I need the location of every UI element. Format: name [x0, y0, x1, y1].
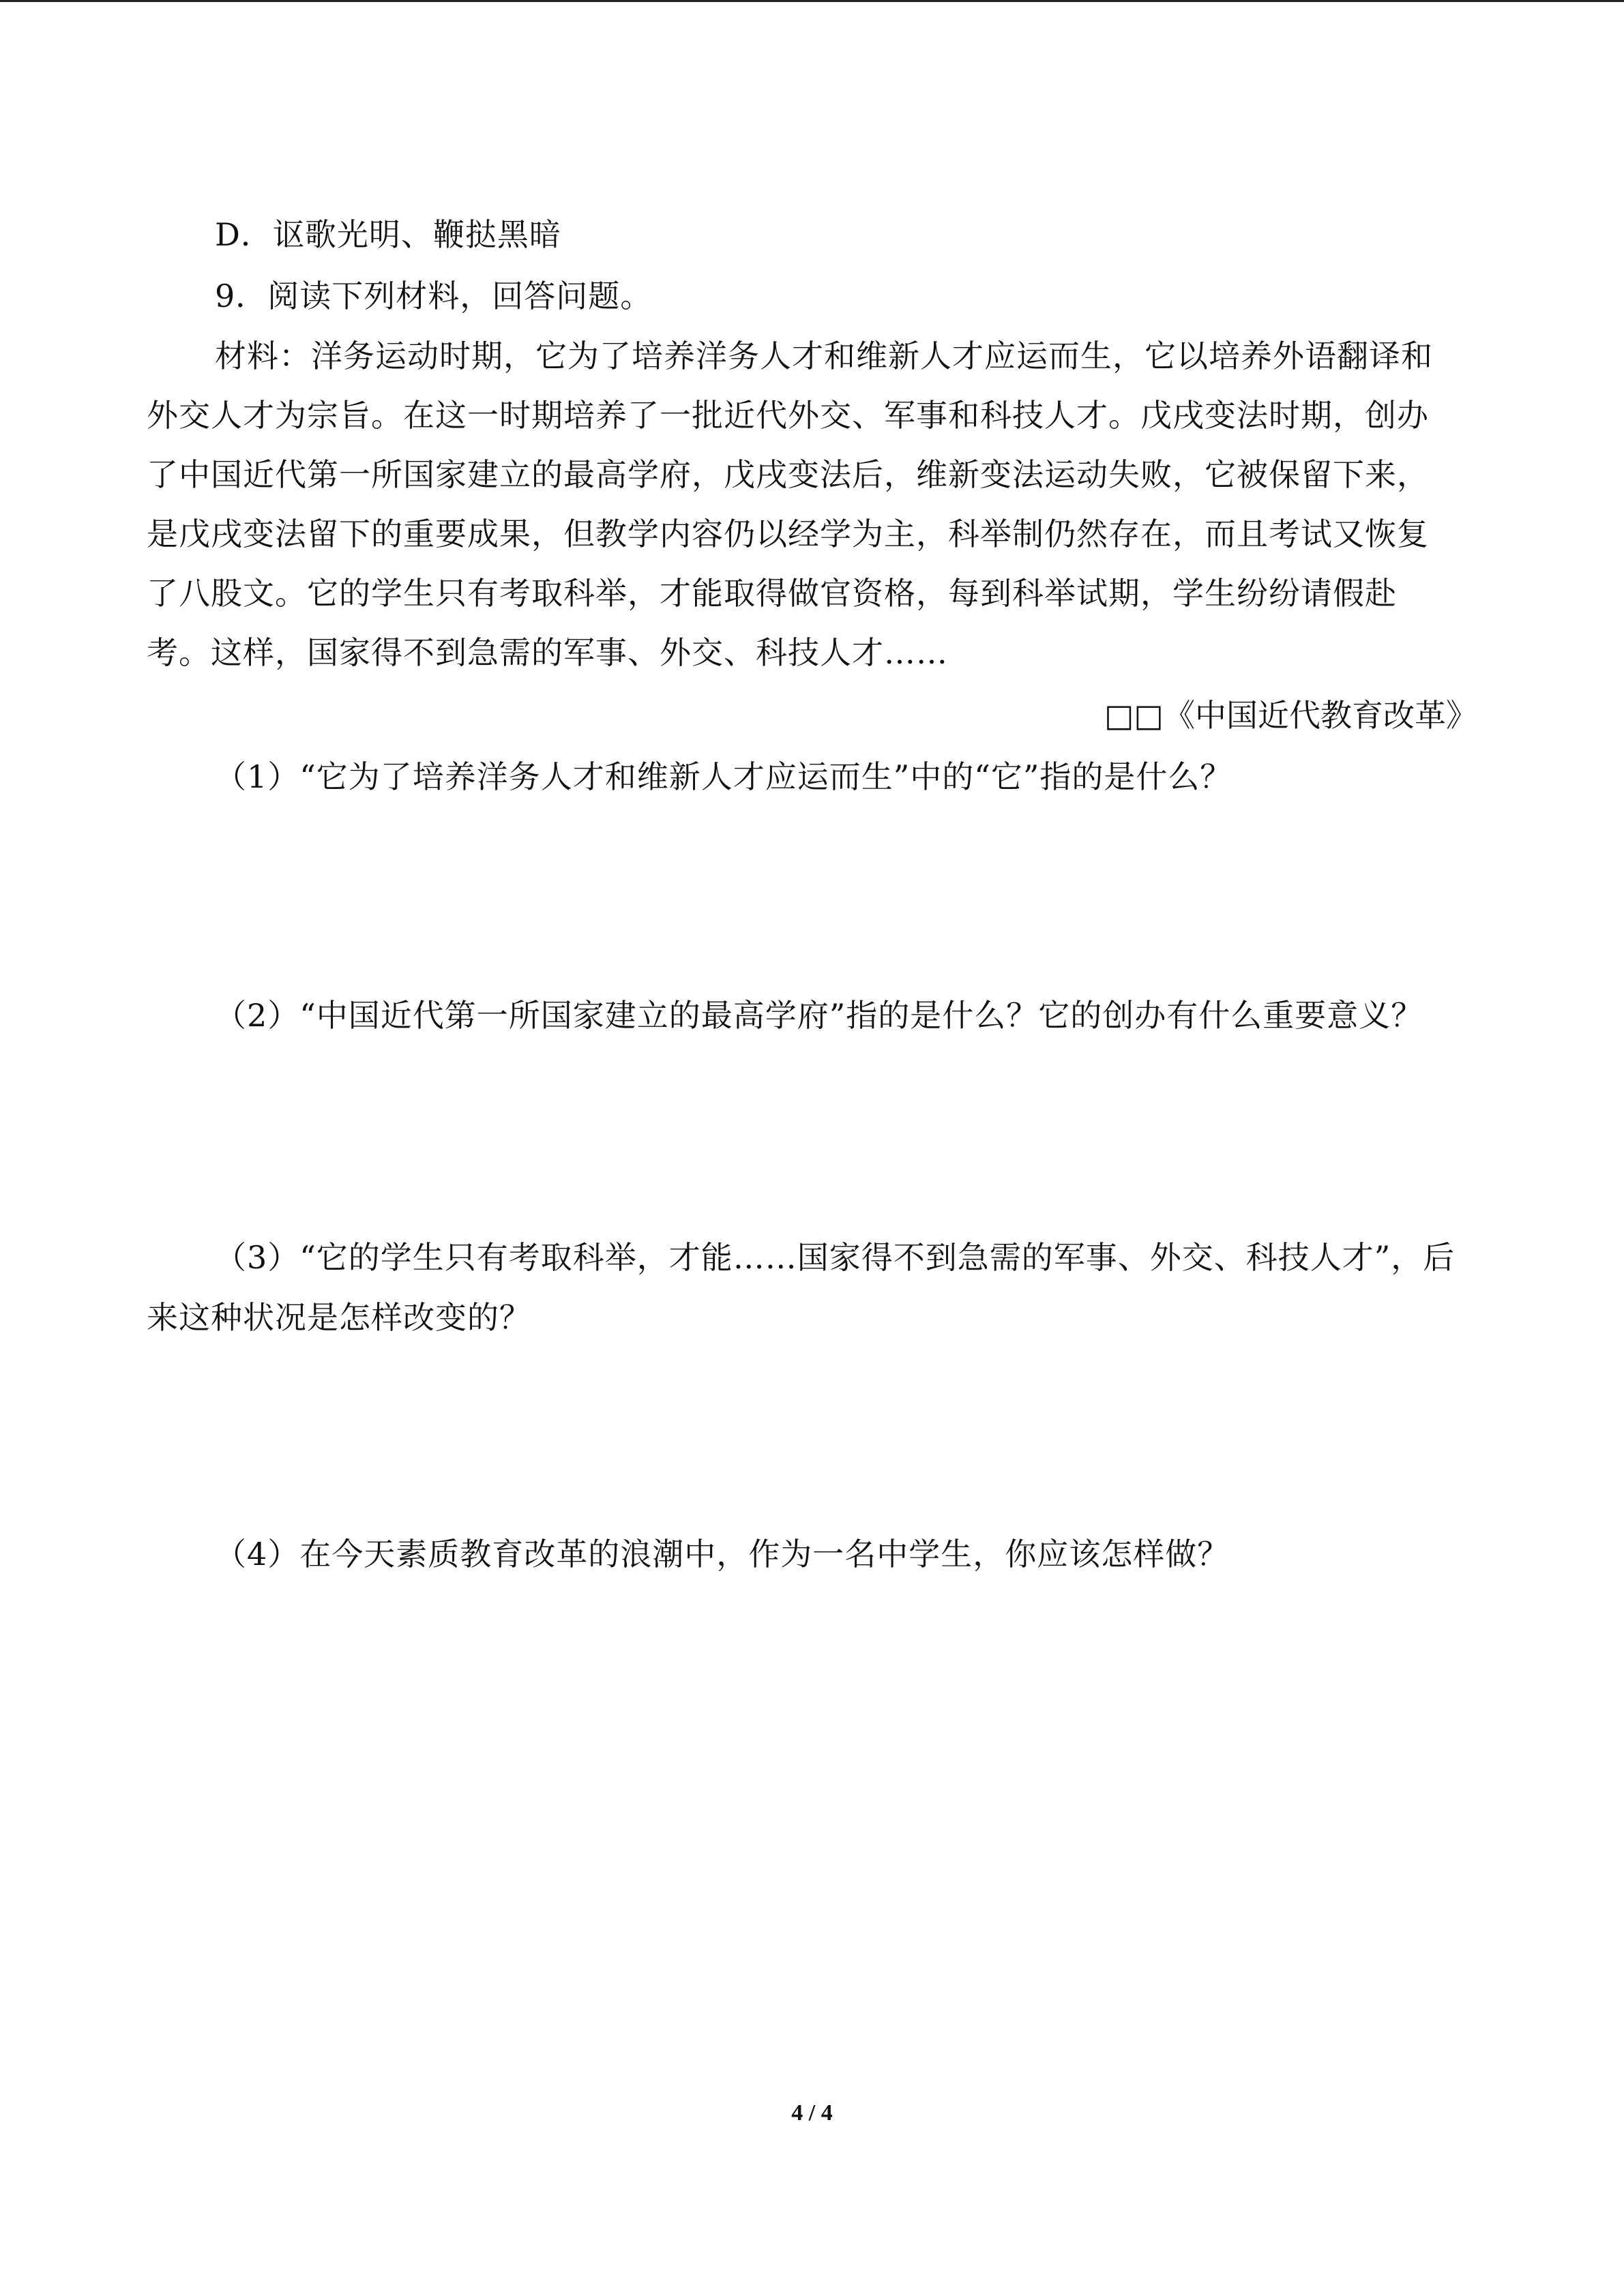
- sub-question-1: （1）“它为了培养洋务人才和维新人才应运而生”中的“它”指的是什么？: [215, 758, 1232, 795]
- material-source: □□《中国近代教育改革》: [1104, 697, 1477, 734]
- material-line-6: 考。这样，国家得不到急需的军事、外交、科技人才……: [147, 634, 948, 671]
- sub-question-3-line-2: 来这种状况是怎样改变的？: [147, 1299, 531, 1336]
- sub-question-2: （2）“中国近代第一所国家建立的最高学府”指的是什么？它的创办有什么重要意义？: [215, 997, 1423, 1034]
- material-line-4: 是戊戌变法留下的重要成果，但教学内容仍以经学为主，科举制仍然存在，而且考试又恢复: [147, 516, 1429, 552]
- sub-question-3-line-1: （3）“它的学生只有考取科举，才能……国家得不到急需的军事、外交、科技人才”，后: [215, 1239, 1456, 1276]
- material-line-2: 外交人才为宗旨。在这一时期培养了一批近代外交、军事和科技人才。戊戌变法时期，创办: [147, 397, 1429, 434]
- material-line-1: 材料：洋务运动时期，它为了培养洋务人才和维新人才应运而生，它以培养外语翻译和: [215, 338, 1433, 374]
- question-9-title: 9．阅读下列材料，回答问题。: [215, 278, 653, 314]
- page-number: 4 / 4: [791, 2100, 833, 2126]
- option-d: D．讴歌光明、鞭挞黑暗: [215, 216, 561, 253]
- material-line-3: 了中国近代第一所国家建立的最高学府，戊戌变法后，维新变法运动失败，它被保留下来，: [147, 456, 1429, 493]
- material-line-5: 了八股文。它的学生只有考取科举，才能取得做官资格，每到科举试期，学生纷纷请假赴: [147, 575, 1397, 612]
- sub-question-4: （4）在今天素质教育改革的浪潮中，作为一名中学生，你应该怎样做？: [215, 1536, 1230, 1572]
